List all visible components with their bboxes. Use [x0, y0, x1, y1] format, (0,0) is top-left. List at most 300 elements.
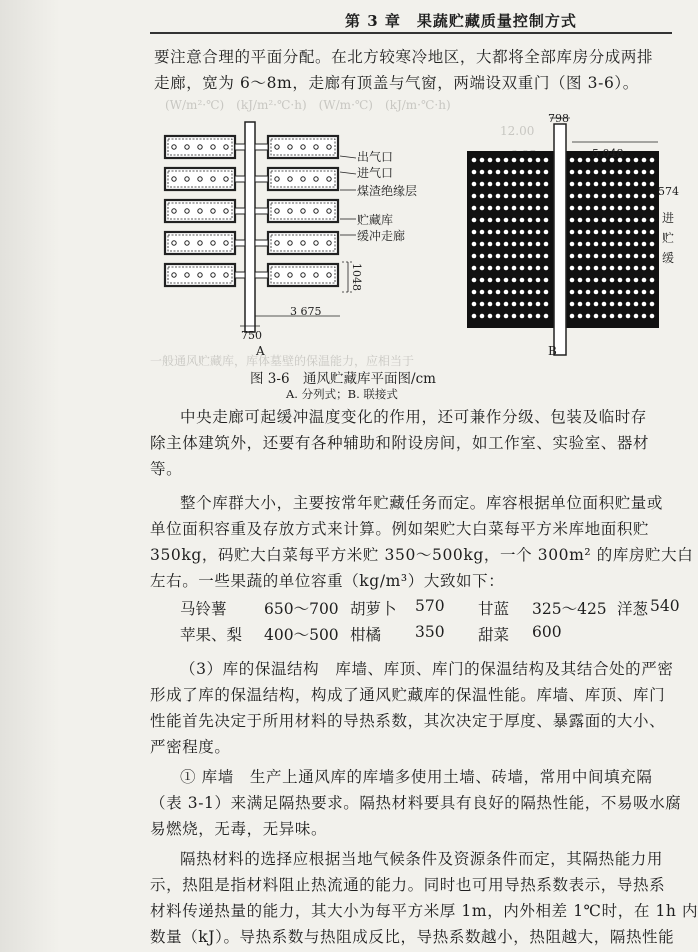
air-vent-b	[528, 158, 533, 163]
dim-b-top: 798	[548, 112, 569, 125]
air-vent	[172, 145, 176, 149]
intro-line-1: 要注意合理的平面分配。在北方较寒冷地区，大都将全部库房分成两排	[154, 48, 654, 66]
air-vent-b	[586, 242, 591, 247]
air-vent-b	[512, 314, 517, 319]
air-vent-b	[488, 230, 493, 235]
air-vent-b	[602, 182, 607, 187]
air-vent-b	[650, 278, 655, 283]
air-vent-b	[586, 290, 591, 295]
air-vent-b	[528, 206, 533, 211]
air-vent-b	[488, 254, 493, 259]
air-vent	[198, 241, 202, 245]
produce-value: 600	[532, 623, 562, 641]
air-vent	[275, 145, 279, 149]
air-vent-b	[618, 302, 623, 307]
air-vent-b	[544, 206, 549, 211]
air-vent-b	[472, 266, 477, 271]
air-vent	[198, 145, 202, 149]
label-buffer-corridor: 缓冲走廊	[357, 229, 406, 243]
air-vent-b	[528, 218, 533, 223]
air-vent	[327, 273, 331, 277]
air-vent-b	[586, 182, 591, 187]
air-vent-b	[594, 290, 599, 295]
air-vent	[198, 209, 202, 213]
air-vent-b	[472, 314, 477, 319]
air-vent-b	[536, 230, 541, 235]
air-vent-b	[586, 314, 591, 319]
air-vent-b	[570, 158, 575, 163]
produce-name: 胡萝卜	[350, 600, 397, 618]
air-vent-b	[586, 254, 591, 259]
air-vent-b	[594, 302, 599, 307]
air-vent-b	[650, 194, 655, 199]
produce-value: 350	[415, 623, 445, 641]
air-vent-b	[472, 158, 477, 163]
air-vent-b	[536, 242, 541, 247]
air-vent-b	[472, 206, 477, 211]
air-vent	[314, 241, 318, 245]
air-vent-b	[528, 254, 533, 259]
air-vent-b	[618, 218, 623, 223]
air-vent-b	[504, 206, 509, 211]
air-vent	[224, 145, 228, 149]
air-vent-b	[496, 218, 501, 223]
air-vent-b	[642, 206, 647, 211]
dim-corridor-width: 750	[241, 329, 262, 342]
air-vent-b	[504, 158, 509, 163]
air-vent-b	[626, 218, 631, 223]
air-vent-b	[528, 182, 533, 187]
air-vent-b	[512, 182, 517, 187]
air-vent-b	[512, 290, 517, 295]
air-vent-b	[544, 182, 549, 187]
air-vent-b	[634, 206, 639, 211]
size-line-3: 350kg，码贮大白菜每平方米贮 350～500kg，一个 300m² 的库房贮大白	[150, 546, 694, 564]
intro-line-2: 走廊，宽为 6～8m，走廊有顶盖与气窗，两端设双重门（图 3-6）。	[154, 74, 639, 92]
dim-width-total: 3 675	[290, 305, 322, 318]
air-vent	[327, 177, 331, 181]
air-vent	[327, 209, 331, 213]
header-rule	[150, 32, 672, 34]
label-b-storage-cut: 贮	[662, 231, 675, 245]
air-vent-b	[480, 170, 485, 175]
air-vent-b	[642, 278, 647, 283]
air-vent-b	[472, 170, 477, 175]
page-shadow	[0, 0, 60, 952]
air-vent-b	[618, 182, 623, 187]
air-vent-b	[634, 194, 639, 199]
air-vent-b	[626, 314, 631, 319]
air-vent-b	[488, 302, 493, 307]
insulation-line-4: 严密程度。	[150, 738, 231, 756]
air-vent-b	[544, 230, 549, 235]
air-vent-b	[578, 254, 583, 259]
air-vent	[275, 273, 279, 277]
material-line-2: 示，热阻是指材料阻止热流通的能力。同时也可用导热系数表示，导热系	[150, 876, 666, 894]
air-vent	[288, 177, 292, 181]
show-through-right-1: 12.00	[500, 124, 535, 138]
air-vent-b	[578, 290, 583, 295]
air-vent-b	[634, 182, 639, 187]
air-vent-b	[544, 158, 549, 163]
air-vent-b	[496, 158, 501, 163]
air-vent-b	[578, 158, 583, 163]
air-vent-b	[528, 314, 533, 319]
air-vent-b	[578, 230, 583, 235]
air-vent-b	[528, 266, 533, 271]
air-vent-b	[472, 278, 477, 283]
dim-b-side: 574	[658, 185, 679, 198]
air-vent-b	[610, 302, 615, 307]
produce-name: 甜菜	[478, 626, 510, 644]
corridor-b	[554, 124, 566, 355]
air-vent-b	[472, 290, 477, 295]
produce-name: 洋葱	[617, 600, 649, 618]
air-vent-b	[570, 278, 575, 283]
air-vent-b	[570, 230, 575, 235]
air-vent-b	[594, 230, 599, 235]
air-vent-b	[642, 218, 647, 223]
air-vent-b	[610, 218, 615, 223]
air-vent-b	[634, 302, 639, 307]
air-vent-b	[504, 266, 509, 271]
air-vent-b	[650, 170, 655, 175]
central-corridor	[245, 122, 255, 332]
air-vent-b	[570, 254, 575, 259]
air-vent	[314, 177, 318, 181]
label-inlet: 进气口	[357, 166, 394, 180]
air-vent-b	[642, 266, 647, 271]
air-vent-b	[626, 158, 631, 163]
air-vent-b	[544, 254, 549, 259]
air-vent-b	[472, 230, 477, 235]
air-vent-b	[528, 194, 533, 199]
air-vent-b	[544, 242, 549, 247]
air-vent-b	[472, 254, 477, 259]
air-vent-b	[650, 302, 655, 307]
air-vent-b	[618, 278, 623, 283]
air-vent-b	[472, 182, 477, 187]
air-vent-b	[602, 230, 607, 235]
air-vent-b	[578, 194, 583, 199]
air-vent-b	[594, 182, 599, 187]
leader-line	[340, 172, 356, 174]
air-vent	[224, 177, 228, 181]
air-vent-b	[480, 314, 485, 319]
air-vent-b	[626, 278, 631, 283]
air-vent-b	[626, 182, 631, 187]
air-vent	[314, 145, 318, 149]
panel-b-letter: B	[548, 344, 557, 358]
air-vent-b	[602, 266, 607, 271]
air-vent-b	[618, 254, 623, 259]
air-vent-b	[578, 218, 583, 223]
air-vent-b	[650, 290, 655, 295]
air-vent-b	[570, 218, 575, 223]
air-vent-b	[480, 242, 485, 247]
air-vent-b	[642, 230, 647, 235]
air-vent-b	[610, 170, 615, 175]
air-vent-b	[578, 302, 583, 307]
air-vent-b	[520, 266, 525, 271]
air-vent-b	[626, 170, 631, 175]
panel-a-letter: A	[256, 344, 265, 358]
air-vent-b	[586, 158, 591, 163]
air-vent-b	[480, 206, 485, 211]
produce-name: 马铃薯	[180, 600, 227, 618]
air-vent-b	[626, 302, 631, 307]
produce-name: 柑橘	[350, 626, 382, 644]
chapter-title: 第 3 章 果蔬贮藏质量控制方式	[345, 12, 577, 30]
air-vent-b	[634, 158, 639, 163]
air-vent	[198, 273, 202, 277]
air-vent	[224, 209, 228, 213]
air-vent-b	[480, 230, 485, 235]
air-vent-b	[496, 170, 501, 175]
air-vent	[275, 241, 279, 245]
air-vent	[288, 273, 292, 277]
air-vent-b	[594, 278, 599, 283]
air-vent-b	[496, 290, 501, 295]
air-vent-b	[634, 266, 639, 271]
air-vent-b	[536, 158, 541, 163]
air-vent-b	[642, 194, 647, 199]
air-vent-b	[520, 182, 525, 187]
dim-b-width: 5 048	[592, 147, 624, 160]
air-vent-b	[634, 230, 639, 235]
air-vent-b	[650, 182, 655, 187]
air-vent-b	[650, 314, 655, 319]
air-vent-b	[650, 254, 655, 259]
air-vent-b	[578, 278, 583, 283]
air-vent-b	[594, 206, 599, 211]
air-vent-b	[480, 194, 485, 199]
air-vent-b	[472, 218, 477, 223]
air-vent-b	[634, 218, 639, 223]
produce-name: 甘蓝	[478, 600, 510, 618]
produce-value: 325～425	[532, 600, 607, 618]
air-vent-b	[536, 170, 541, 175]
buffer-passage	[255, 176, 268, 182]
insulation-line-3: 性能首先决定于所用材料的导热系数，其次决定于厚度、暴露面的大小、	[150, 712, 666, 730]
air-vent-b	[472, 194, 477, 199]
material-line-4: 数量（kJ）。导热系数与热阻成反比，导热系数越小，热阻越大，隔热性能	[150, 928, 675, 946]
air-vent-b	[496, 314, 501, 319]
air-vent-b	[536, 254, 541, 259]
air-vent-b	[602, 278, 607, 283]
air-vent-b	[528, 230, 533, 235]
air-vent-b	[504, 254, 509, 259]
figure-subcaption: A. 分列式；B. 联接式	[286, 387, 398, 401]
air-vent-b	[536, 218, 541, 223]
air-vent-b	[578, 170, 583, 175]
label-b-buffer-cut: 缓	[662, 251, 675, 265]
label-storage-room: 贮藏库	[357, 213, 394, 227]
air-vent	[172, 241, 176, 245]
air-vent-b	[570, 194, 575, 199]
air-vent	[172, 209, 176, 213]
air-vent-b	[586, 230, 591, 235]
insulation-line-2: 形成了库的保温结构，构成了通风贮藏库的保温性能。库墙、库顶、库门	[150, 686, 666, 704]
air-vent-b	[626, 254, 631, 259]
label-b-inlet-cut: 进	[662, 211, 675, 225]
air-vent-b	[504, 242, 509, 247]
buffer-passage	[235, 144, 245, 150]
air-vent-b	[480, 278, 485, 283]
air-vent-b	[536, 302, 541, 307]
air-vent-b	[642, 302, 647, 307]
air-vent	[275, 177, 279, 181]
air-vent-b	[480, 290, 485, 295]
air-vent-b	[650, 266, 655, 271]
insulation-line-1: （3）库的保温结构 库墙、库顶、库门的保温结构及其结合处的严密	[180, 660, 674, 678]
air-vent-b	[642, 242, 647, 247]
air-vent-b	[586, 194, 591, 199]
air-vent-b	[480, 182, 485, 187]
figure-3-6	[150, 112, 679, 358]
air-vent	[211, 273, 215, 277]
air-vent	[327, 241, 331, 245]
dim-height: 1048	[350, 263, 363, 291]
air-vent-b	[512, 278, 517, 283]
air-vent-b	[634, 170, 639, 175]
air-vent-b	[512, 254, 517, 259]
corridor-line-1: 中央走廊可起缓冲温度变化的作用，还可兼作分级、包装及临时存	[180, 408, 647, 426]
air-vent-b	[634, 254, 639, 259]
air-vent-b	[610, 206, 615, 211]
air-vent-b	[586, 302, 591, 307]
air-vent-b	[650, 242, 655, 247]
air-vent-b	[488, 218, 493, 223]
air-vent-b	[626, 230, 631, 235]
air-vent-b	[618, 266, 623, 271]
corridor-line-2: 除主体建筑外，还要有各种辅助和附设房间，如工作室、实验室、器材	[150, 434, 650, 452]
air-vent-b	[602, 290, 607, 295]
air-vent-b	[618, 242, 623, 247]
air-vent-b	[626, 242, 631, 247]
air-vent-b	[544, 218, 549, 223]
air-vent-b	[528, 170, 533, 175]
air-vent-b	[642, 314, 647, 319]
air-vent-b	[488, 266, 493, 271]
air-vent-b	[602, 302, 607, 307]
air-vent-b	[504, 230, 509, 235]
air-vent-b	[472, 242, 477, 247]
air-vent-b	[586, 206, 591, 211]
air-vent-b	[618, 194, 623, 199]
air-vent-b	[480, 266, 485, 271]
air-vent	[314, 209, 318, 213]
air-vent-b	[602, 194, 607, 199]
corridor-line-3: 等。	[150, 460, 183, 478]
size-line-4: 左右。一些果蔬的单位容重（kg/m³）大致如下：	[150, 572, 505, 590]
air-vent-b	[578, 206, 583, 211]
air-vent-b	[536, 194, 541, 199]
air-vent-b	[544, 290, 549, 295]
air-vent-b	[480, 254, 485, 259]
air-vent-b	[586, 170, 591, 175]
air-vent-b	[642, 158, 647, 163]
air-vent-b	[602, 242, 607, 247]
air-vent-b	[520, 314, 525, 319]
air-vent-b	[602, 254, 607, 259]
air-vent	[288, 209, 292, 213]
show-through-top: (W/m²·℃) (kJ/m²·℃·h) (W/m·℃) (kJ/m·℃·h)	[165, 98, 451, 112]
air-vent-b	[536, 278, 541, 283]
air-vent-b	[520, 278, 525, 283]
air-vent-b	[496, 194, 501, 199]
air-vent-b	[570, 314, 575, 319]
air-vent-b	[626, 194, 631, 199]
air-vent-b	[520, 218, 525, 223]
air-vent-b	[528, 242, 533, 247]
air-vent-b	[496, 242, 501, 247]
figure-caption: 图 3-6 通风贮藏库平面图/cm	[250, 371, 436, 387]
air-vent-b	[528, 302, 533, 307]
air-vent	[288, 145, 292, 149]
air-vent-b	[634, 290, 639, 295]
air-vent-b	[480, 302, 485, 307]
material-line-3: 材料传递热量的能力，其大小为每平方米厚 1m，内外相差 1℃时，在 1h 内	[150, 902, 698, 920]
air-vent-b	[520, 158, 525, 163]
air-vent-b	[512, 230, 517, 235]
air-vent-b	[480, 158, 485, 163]
air-vent-b	[536, 206, 541, 211]
air-vent-b	[512, 302, 517, 307]
air-vent	[224, 273, 228, 277]
air-vent-b	[544, 302, 549, 307]
air-vent-b	[504, 302, 509, 307]
air-vent	[172, 273, 176, 277]
air-vent-b	[528, 278, 533, 283]
air-vent-b	[570, 170, 575, 175]
air-vent-b	[488, 278, 493, 283]
air-vent	[211, 145, 215, 149]
buffer-passage	[255, 144, 268, 150]
air-vent-b	[536, 182, 541, 187]
air-vent	[301, 145, 305, 149]
air-vent-b	[496, 302, 501, 307]
air-vent	[301, 241, 305, 245]
air-vent-b	[594, 218, 599, 223]
air-vent-b	[504, 170, 509, 175]
size-line-2: 单位面积容重及存放方式来计算。例如架贮大白菜每平方米库地面积贮	[150, 520, 650, 538]
air-vent-b	[488, 290, 493, 295]
buffer-passage	[235, 272, 245, 278]
air-vent-b	[496, 266, 501, 271]
air-vent-b	[520, 254, 525, 259]
air-vent-b	[586, 218, 591, 223]
air-vent-b	[570, 242, 575, 247]
buffer-passage	[255, 208, 268, 214]
air-vent-b	[594, 314, 599, 319]
air-vent-b	[610, 242, 615, 247]
produce-value: 650～700	[264, 600, 339, 618]
air-vent	[301, 177, 305, 181]
air-vent-b	[512, 206, 517, 211]
air-vent-b	[618, 314, 623, 319]
air-vent-b	[504, 218, 509, 223]
air-vent-b	[512, 218, 517, 223]
air-vent-b	[480, 218, 485, 223]
air-vent-b	[594, 266, 599, 271]
air-vent	[211, 209, 215, 213]
air-vent-b	[618, 170, 623, 175]
produce-row-2	[180, 623, 672, 649]
air-vent-b	[528, 290, 533, 295]
produce-row-1	[180, 597, 680, 623]
air-vent-b	[488, 206, 493, 211]
